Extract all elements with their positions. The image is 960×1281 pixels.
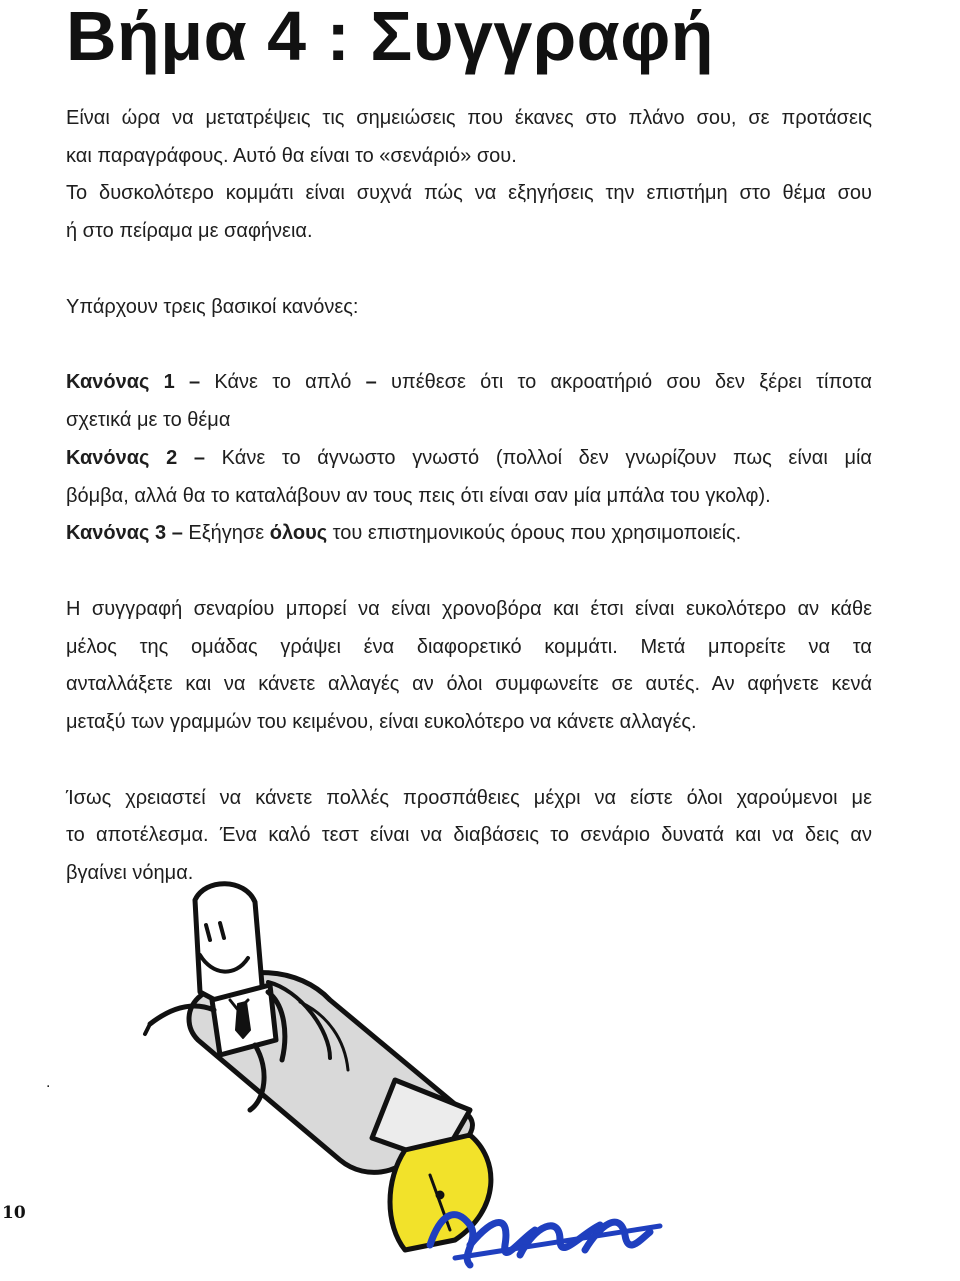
team-para-line-3: ανταλλάξετε και να κάνετε αλλαγές αν όλοι συμφωνείτε σε αυτές. Αν αφήνετε κενά <box>66 673 872 695</box>
rule-1-dash: – <box>189 371 201 393</box>
rule-1-text-a: Κάνε το απλό <box>214 371 352 393</box>
page-number: 10 <box>2 1203 26 1223</box>
rule-3-dash: – <box>171 522 183 544</box>
rule-3-text-a: Εξήγησε <box>188 522 265 544</box>
rule-2-dash: – <box>193 447 205 469</box>
rule-3-label: Κανόνας 3 <box>66 522 167 544</box>
intro-line-4: ή στο πείραμα με σαφήνεια. <box>66 220 313 242</box>
rule-1-text-b: υπέθεσε ότι το ακροατήριό σου δεν ξέρει τίποτα <box>390 371 872 393</box>
rule-2-text: Κάνε το άγνωστο γνωστό (πολλοί δεν γνωρίζουν πως είναι μία <box>221 447 872 469</box>
try-para-line-2: το αποτέλεσμα. Ένα καλό τεστ είναι να διαβάσεις το σενάριο δυνατά και να δεις αν <box>66 824 872 846</box>
team-para-line-1: Η συγγραφή σεναρίου μπορεί να είναι χρονοβόρα και έτσι είναι ευκολότερο αν κάθε <box>66 598 872 620</box>
stray-dot: . <box>46 1074 51 1091</box>
try-para-line-1: Ίσως χρειαστεί να κάνετε πολλές προσπάθειες μέχρι να είστε όλοι χαρούμενοι με <box>66 787 872 809</box>
intro-line-3: Το δυσκολότερο κομμάτι είναι συχνά πώς να εξηγήσεις την επιστήμη στο θέμα σου <box>66 182 872 204</box>
team-para-line-4: μεταξύ των γραμμών του κειμένου, είναι ευκολότερο να κάνετε αλλαγές. <box>66 711 697 733</box>
intro-line-1: Είναι ώρα να μετατρέψεις τις σημειώσεις που έκανες στο πλάνο σου, σε προτάσεις <box>66 107 872 129</box>
rule-3-emphasis: όλους <box>269 522 328 544</box>
rule-1-continuation: σχετικά με το θέμα <box>66 409 231 431</box>
rule-2-continuation: βόμβα, αλλά θα το καταλάβουν αν τους πεις ότι είναι σαν μία μπάλα του γκολφ). <box>66 485 771 507</box>
page-title: Βήμα 4 : Συγγραφή <box>66 0 715 75</box>
rule-3-text-b: του επιστημονικούς όρους που χρησιμοποιείς. <box>332 522 742 544</box>
try-para-line-3: βγαίνει νόημα. <box>66 862 194 884</box>
rules-intro: Υπάρχουν τρεις βασικοί κανόνες: <box>66 296 359 318</box>
rule-2-label: Κανόνας 2 <box>66 447 178 469</box>
rule-1-dash-2: – <box>365 371 377 393</box>
rule-1-label: Κανόνας 1 <box>66 371 175 393</box>
intro-line-2: και παραγράφους. Αυτό θα είναι το «σενάριό» σου. <box>66 145 517 167</box>
team-para-line-2: μέλος της ομάδας γράψει ένα διαφορετικό κομμάτι. Μετά μπορείτε να τα <box>66 636 872 658</box>
